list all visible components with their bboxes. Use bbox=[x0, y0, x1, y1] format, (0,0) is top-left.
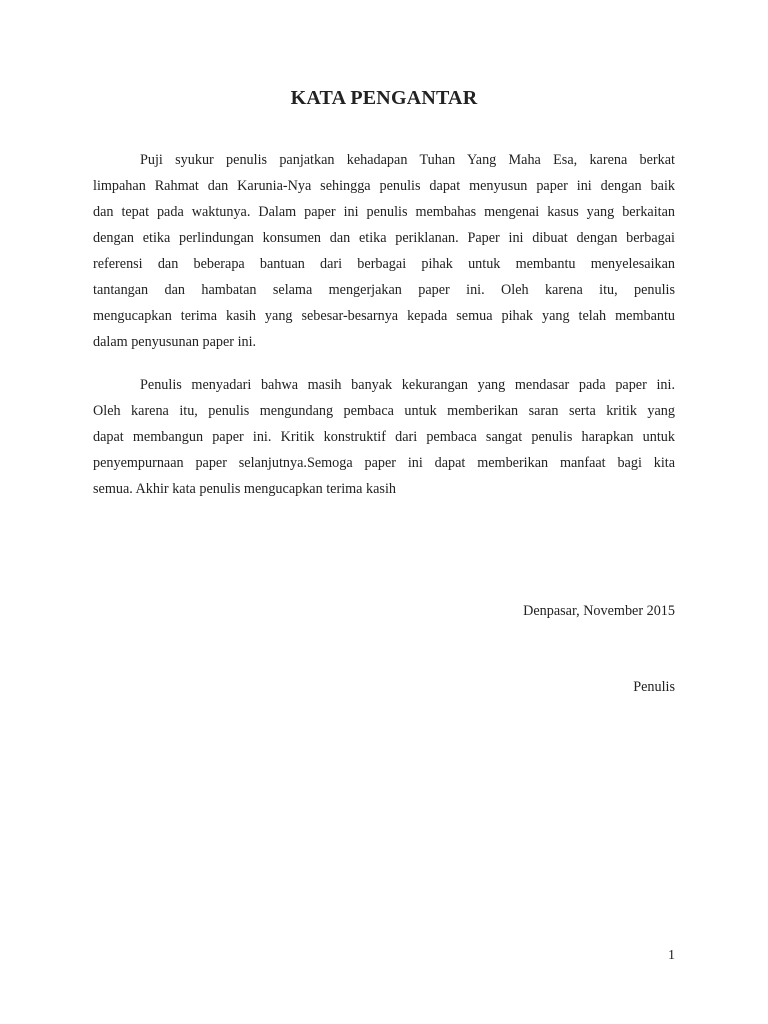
text-line: tantangan dan hambatan selama mengerjakan paper ini. Oleh karena itu, penulis bbox=[93, 282, 675, 298]
text-line: referensi dan beberapa bantuan dari berbagai pihak untuk membantu menyelesaikan bbox=[93, 256, 675, 272]
paragraph-2 bbox=[93, 372, 675, 502]
text-line: dan tepat pada waktunya. Dalam paper ini penulis membahas mengenai kasus yang berkaitan bbox=[93, 204, 675, 220]
text-line: penyempurnaan paper selanjutnya.Semoga paper ini dapat memberikan manfaat bagi kita bbox=[93, 455, 675, 471]
page-title: KATA PENGANTAR bbox=[290, 87, 478, 109]
paragraph-1 bbox=[93, 147, 675, 355]
text-line: Penulis menyadari bahwa masih banyak kekurangan yang mendasar pada paper ini. bbox=[140, 377, 675, 393]
place-date: Denpasar, November 2015 bbox=[523, 603, 675, 619]
signature: Penulis bbox=[633, 679, 675, 695]
text-line: limpahan Rahmat dan Karunia-Nya sehingga penulis dapat menyusun paper ini dengan baik bbox=[93, 178, 675, 194]
text-line: dalam penyusunan paper ini. bbox=[93, 334, 257, 350]
text-line: Oleh karena itu, penulis mengundang pembaca untuk memberikan saran serta kritik yang bbox=[93, 403, 675, 419]
text-line: semua. Akhir kata penulis mengucapkan terima kasih bbox=[93, 481, 396, 497]
text-line: dapat membangun paper ini. Kritik konstruktif dari pembaca sangat penulis harapkan untuk bbox=[93, 429, 675, 445]
text-line: Puji syukur penulis panjatkan kehadapan Tuhan Yang Maha Esa, karena berkat bbox=[140, 152, 675, 168]
text-line: dengan etika perlindungan konsumen dan etika periklanan. Paper ini dibuat dengan berbagai bbox=[93, 230, 675, 246]
page-number: 1 bbox=[668, 948, 675, 963]
text-line: mengucapkan terima kasih yang sebesar-besarnya kepada semua pihak yang telah membantu bbox=[93, 308, 675, 324]
